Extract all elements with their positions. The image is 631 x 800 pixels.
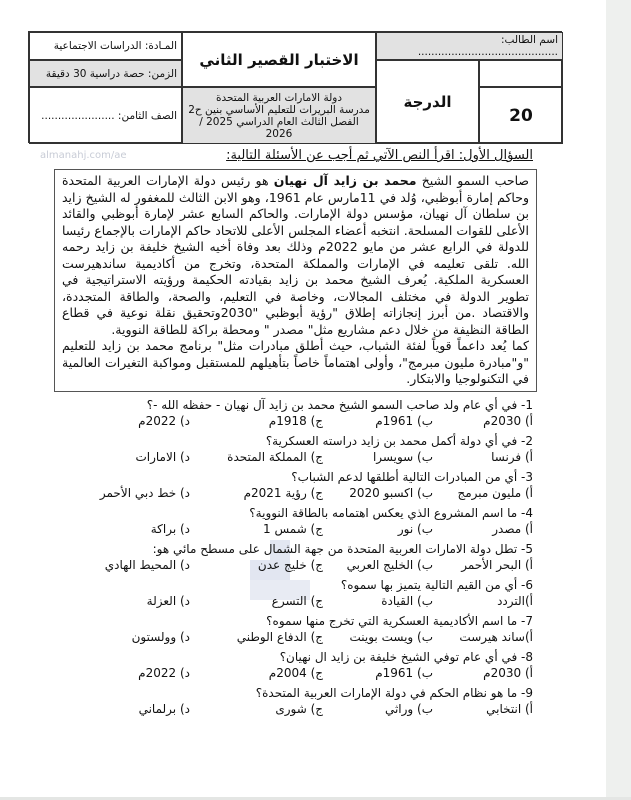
passage-paragraph-2: كما يُعد داعماً قوياً لفئة الشباب، حيث أطلق مبادرات مثل" برنامج محمد بن زايد للتعليم "و"مبادرة مليون مبرمج"، وأولى اهتماماً خاصاً بتأهيلهم للمستقبل ومواكبة التغيرات العالمية في التكنولوجيا والابتكار. bbox=[62, 338, 529, 386]
answer-option[interactable]: ب) 1961م bbox=[375, 413, 433, 428]
question-options bbox=[0, 521, 533, 538]
question-options bbox=[0, 629, 533, 646]
question-options bbox=[0, 449, 533, 466]
question-block bbox=[0, 506, 533, 538]
answer-option[interactable]: ج) شمس 1 bbox=[263, 521, 323, 536]
school-info-cell bbox=[182, 87, 376, 144]
answer-option[interactable]: أ) 2030م bbox=[483, 413, 533, 428]
answer-option[interactable]: د) المحيط الهادي bbox=[104, 557, 190, 572]
question-options bbox=[0, 485, 533, 502]
answer-option[interactable]: د) 2022م bbox=[138, 413, 190, 428]
answer-option[interactable]: ب) القيادة bbox=[381, 593, 433, 608]
question-text: 4- ما اسم المشروع الذي يعكس اهتمامه بالطاقة النووية؟ bbox=[249, 505, 533, 520]
answer-option[interactable]: ج) خليج عدن bbox=[257, 557, 323, 572]
question-block bbox=[0, 614, 533, 646]
question-block bbox=[0, 650, 533, 682]
question-text: 5- تطل دولة الامارات العربية المتحدة من جهة الشمال على مسطح مائي هو: bbox=[152, 541, 533, 556]
question-text: 8- في أي عام توفي الشيخ خليفة بن زايد ال نهيان؟ bbox=[279, 649, 533, 664]
answer-option[interactable]: ب) نور bbox=[397, 521, 433, 536]
answer-option[interactable]: ب) الخليج العربي bbox=[346, 557, 433, 572]
question-text: 6- أي من القيم التالية يتميز بها سموه؟ bbox=[340, 577, 533, 592]
class-field[interactable]: الصف الثامن: ...................... bbox=[41, 109, 177, 122]
grade-label-cell bbox=[376, 60, 479, 144]
watermark-text: almanahj.com/ae bbox=[40, 150, 127, 161]
question-heading-row bbox=[0, 147, 533, 166]
question-text: 2- في أي دولة أكمل محمد بن زايد دراسته العسكرية؟ bbox=[265, 433, 533, 448]
reading-passage bbox=[54, 169, 537, 392]
answer-option[interactable]: د) خط دبي الأحمر bbox=[99, 485, 190, 500]
passage-intro: صاحب السمو الشيخ bbox=[416, 173, 530, 188]
grade-score-cell[interactable] bbox=[479, 60, 563, 87]
student-name-cell bbox=[376, 32, 563, 60]
answer-option[interactable]: أ)ساند هيرست bbox=[459, 629, 533, 644]
question-options bbox=[0, 665, 533, 682]
answer-option[interactable]: ب) 1961م bbox=[375, 665, 433, 680]
answer-option[interactable]: ج) رؤية 2021م bbox=[243, 485, 323, 500]
answer-option[interactable]: أ) فرنسا bbox=[491, 449, 533, 464]
country-line: دولة الامارات العربية المتحدة bbox=[215, 91, 343, 104]
answer-option[interactable]: د) العزلة bbox=[146, 593, 190, 608]
answer-option[interactable]: ج) المملكة المتحدة bbox=[227, 449, 323, 464]
answer-option[interactable]: ب) سويسرا bbox=[372, 449, 433, 464]
class-cell bbox=[29, 87, 182, 144]
answer-option[interactable]: أ) مصدر bbox=[492, 521, 533, 536]
answer-option[interactable]: أ) مليون مبرمج bbox=[457, 485, 533, 500]
question-options bbox=[0, 413, 533, 430]
answer-option[interactable]: أ)التردد bbox=[497, 593, 533, 608]
answer-option[interactable]: أ) انتخابي bbox=[486, 701, 533, 716]
answer-option[interactable]: د) برلماني bbox=[138, 701, 190, 716]
school-line: مدرسة البريرات للتعليم الأساسي بنين ح2 bbox=[188, 103, 370, 116]
exam-header-table bbox=[28, 31, 562, 143]
question-block bbox=[0, 398, 533, 430]
exam-title-cell bbox=[182, 32, 376, 87]
question-options bbox=[0, 701, 533, 718]
answer-option[interactable]: ج) الدفاع الوطني bbox=[236, 629, 323, 644]
subject-label: المـادة: الدراسات الاجتماعية bbox=[53, 40, 177, 52]
answer-option[interactable]: ج) 1918م bbox=[268, 413, 323, 428]
question-options bbox=[0, 557, 533, 574]
exam-body bbox=[0, 147, 631, 722]
time-cell bbox=[29, 60, 182, 87]
grade-total: 20 bbox=[509, 105, 533, 126]
answer-option[interactable]: د) وولستون bbox=[131, 629, 190, 644]
passage-name: محمد بن زايد آل نهيان bbox=[273, 173, 417, 188]
questions-list bbox=[0, 398, 631, 718]
grade-total-cell bbox=[479, 87, 563, 144]
answer-option[interactable]: أ) البحر الأحمر bbox=[461, 557, 533, 572]
answer-option[interactable]: ب) اكسبو 2020 bbox=[349, 485, 433, 500]
question-text: 9- ما هو نظام الحكم في دولة الإمارات العربية المتحدة؟ bbox=[255, 685, 533, 700]
question-text: 1- في أي عام ولد صاحب السمو الشيخ محمد بن زايد آل نهيان - حفظه الله -؟ bbox=[146, 397, 533, 412]
answer-option[interactable]: ب) وراثي bbox=[384, 701, 433, 716]
question-block bbox=[0, 470, 533, 502]
question-text: 3- أي من المبادرات التالية أطلقها لدعم الشباب؟ bbox=[291, 469, 533, 484]
answer-option[interactable]: ج) شورى bbox=[275, 701, 323, 716]
subject-cell bbox=[29, 32, 182, 60]
question-block bbox=[0, 542, 533, 574]
question-text: 7- ما اسم الأكاديمية العسكرية التي تخرج منها سموه؟ bbox=[266, 613, 533, 628]
term-line: الفصل الثالث العام الدراسي 2025 / 2026 bbox=[199, 115, 359, 140]
time-label: الزمن: حصة دراسية 30 دقيقة bbox=[45, 67, 177, 80]
question-block bbox=[0, 686, 533, 718]
answer-option[interactable]: د) براكة bbox=[150, 521, 190, 536]
grade-label: الدرجة bbox=[403, 93, 452, 111]
answer-option[interactable]: ج) 2004م bbox=[268, 665, 323, 680]
student-name-field[interactable]: اسم الطالب: .......................................... bbox=[417, 34, 558, 58]
answer-option[interactable]: ب) ويست بوينت bbox=[349, 629, 433, 644]
answer-option[interactable]: أ) 2030م bbox=[483, 665, 533, 680]
answer-option[interactable]: ج) التسرع bbox=[271, 593, 323, 608]
question-options bbox=[0, 593, 533, 610]
answer-option[interactable]: د) الامارات bbox=[135, 449, 190, 464]
passage-paragraph-1: هو رئيس دولة الإمارات العربية المتحدة وحاكم إمارة أبوظبي، وُلد في 11مارس عام 1961، وهو الابن الثالث للمغفور له الشيخ زايد بن سلطان آل نهيان، مؤسس دولة الإمارات. والحاكم السابع عشر لإمارة أبوظبي والقائد الأعلى للقوات المسلحة. انتخبه أعضاء المجلس الأعلى للاتحاد حاكم الإمارات بالإجماع رئيسا للدولة في الرابع عشر من مايو 2022م وذلك بعد وفاة أخيه الشيخ خليفة بن زايد رحمه الله. تلقى تعليمه في الإمارات والمملكة المتحدة، وتخرج من أكاديمية ساندهيرست العسكرية الملكية. يُعرف الشيخ محمد بن زايد بقيادته الحكيمة ورؤيته الاستراتيجية في تطوير الدولة في مختلف المجالات، وخاصة في التعليم، والصحة، والطاقة المتجددة، والاقتصاد .من أبرز إنجازاته إطلاق "رؤية أبوظبي "2030وتحقيق نقلة نوعية في قطاع الطاقة النظيفة من خلال دعم مشاريع مثل" مصدر " ومحطة براكة للطاقة النووية. bbox=[62, 173, 530, 337]
question-block bbox=[0, 434, 533, 466]
question-block bbox=[0, 578, 533, 610]
exam-title: الاختبار القصير الثاني bbox=[199, 50, 359, 69]
answer-option[interactable]: د) 2022م bbox=[138, 665, 190, 680]
question-heading: السؤال الأول: اقرأ النص الآتي ثم أجب عن الأسئلة التالية: bbox=[226, 148, 533, 163]
